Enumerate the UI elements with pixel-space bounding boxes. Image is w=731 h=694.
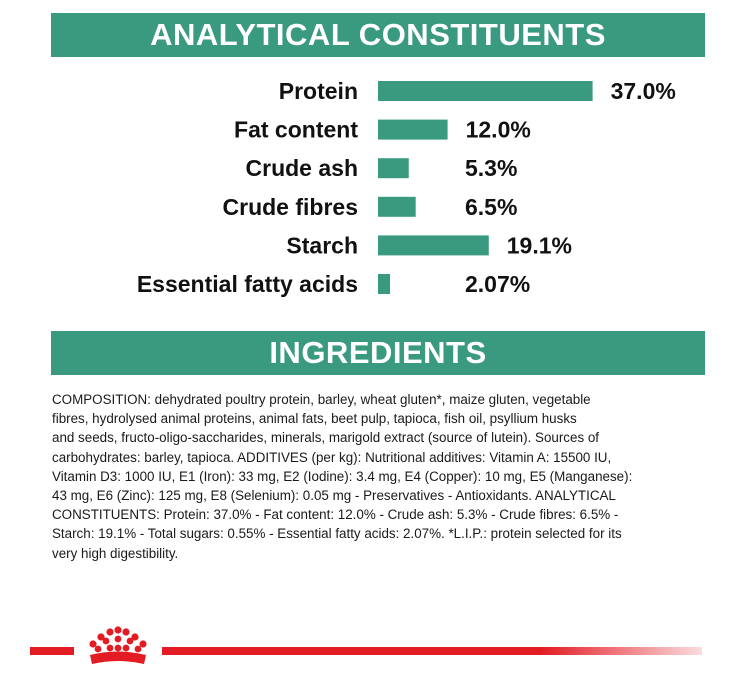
ingredients-line: carbohydrates: barley, tapioca. ADDITIVES (per kg): Nutritional additives: Vitamin A: 15500 IU, bbox=[52, 449, 612, 465]
value-label: 37.0% bbox=[610, 78, 676, 104]
ingredients-header: INGREDIENTS bbox=[51, 331, 705, 375]
ingredients-line: COMPOSITION: dehydrated poultry protein, barley, wheat gluten*, maize gluten, vegetable bbox=[52, 392, 591, 407]
constituents-bar-chart bbox=[0, 0, 731, 320]
analytical-constituents-header: ANALYTICAL CONSTITUENTS bbox=[51, 13, 705, 57]
ingredients-line: very high digestibility. bbox=[52, 545, 179, 561]
footer-red-line-left bbox=[30, 647, 74, 655]
bar bbox=[378, 120, 448, 140]
category-label: Essential fatty acids bbox=[136, 271, 358, 297]
bar bbox=[378, 235, 489, 255]
ingredients-text bbox=[52, 390, 712, 563]
category-label: Fat content bbox=[234, 116, 358, 143]
category-label: Crude fibres bbox=[222, 193, 358, 220]
ingredients-line: and seeds, fructo-oligo-saccharides, minerals, marigold extract (source of lutein). Sources of bbox=[52, 430, 600, 446]
value-label: 5.3% bbox=[465, 155, 518, 182]
value-label: 2.07% bbox=[465, 271, 531, 297]
footer-red-line-right bbox=[162, 647, 702, 655]
ingredients-line: 43 mg, E6 (Zinc): 125 mg, E8 (Selenium): 0.05 mg - Preservatives - Antioxidants. ANALYTICAL bbox=[52, 488, 616, 504]
ingredients-line: fibres, hydrolysed animal proteins, animal fats, beet pulp, tapioca, fish oil, psyllium husks bbox=[52, 411, 577, 427]
value-label: 12.0% bbox=[465, 116, 531, 143]
crown-icon bbox=[80, 626, 156, 670]
ingredients-line: Starch: 19.1% - Total sugars: 0.55% - Essential fatty acids: 2.07%. *L.I.P.: protein selected for its bbox=[52, 526, 622, 542]
ingredients-line: Vitamin D3: 1000 IU, E1 (Iron): 33 mg, E2 (Iodine): 3.4 mg, E4 (Copper): 10 mg, E5 (Manganese): bbox=[52, 468, 633, 484]
bar bbox=[378, 158, 409, 178]
value-label: 19.1% bbox=[506, 232, 572, 259]
category-label: Starch bbox=[286, 232, 358, 259]
bar bbox=[378, 274, 390, 294]
bar bbox=[378, 197, 416, 217]
bar bbox=[378, 81, 593, 101]
ingredients-line: CONSTITUENTS: Protein: 37.0% - Fat content: 12.0% - Crude ash: 5.3% - Crude fibres: 6.5% - bbox=[52, 507, 619, 523]
category-label: Protein bbox=[278, 78, 358, 104]
value-label: 6.5% bbox=[465, 193, 518, 220]
category-label: Crude ash bbox=[245, 155, 358, 182]
